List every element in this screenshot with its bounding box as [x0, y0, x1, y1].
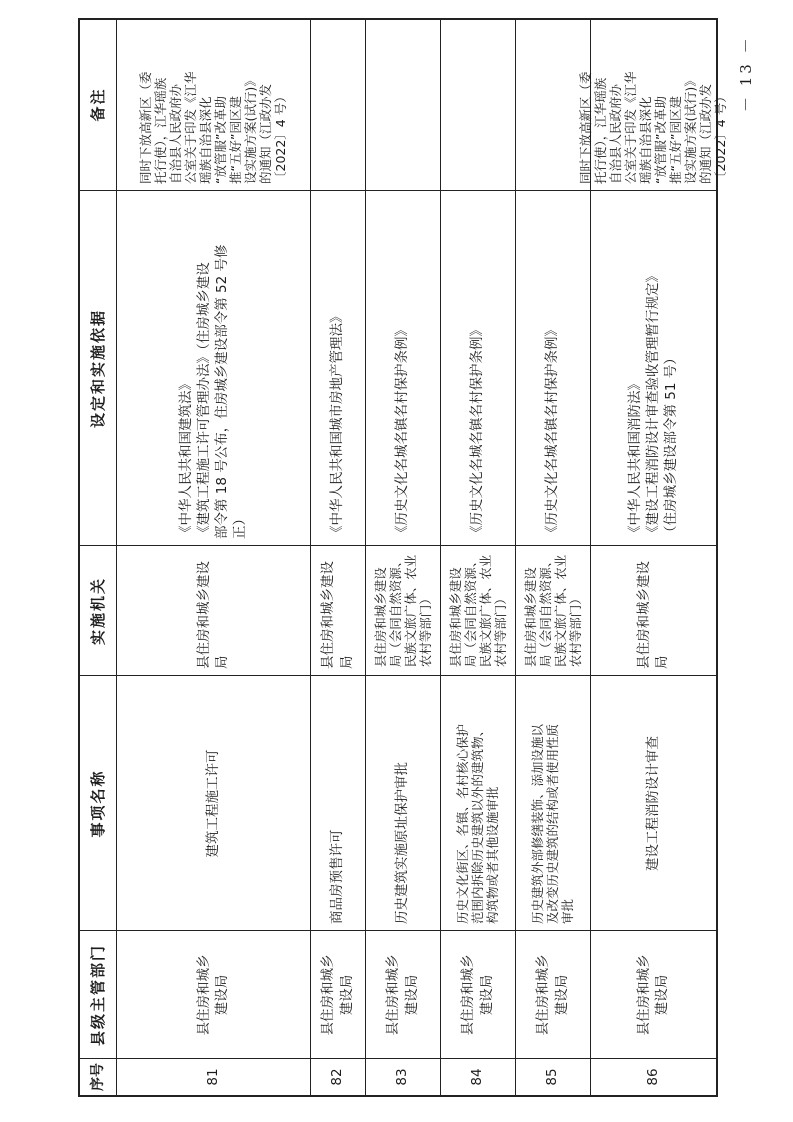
header-remark: 备注 [88, 87, 107, 122]
header-dept: 县级主管部门 [88, 944, 107, 1047]
row-82-dept: 县住房和城乡 建设局 [320, 954, 355, 1036]
row-86-no: 86 [644, 1068, 661, 1086]
row-85-item: 历史建筑外部修缮装饰、添加设施以 及改变历史建筑的结构或者使用性质 审批 [530, 723, 575, 924]
row-83-no: 83 [394, 1068, 411, 1086]
header-seq: 序号 [89, 1063, 106, 1091]
row-86-basis: 《中华人民共和国消防法》 《建设工程消防设计审查验收管理暂行规定》 （住房城乡建设部令第 51 号） [626, 269, 680, 539]
row-84-remark [440, 18, 515, 191]
row-84-no: 84 [469, 1068, 486, 1086]
row-83-dept: 县住房和城乡 建设局 [385, 954, 420, 1036]
row-86-remark: 同时下放高新区（委 托行使），江华瑶族 自治县人民政府办 公室关于印发《江华 瑶族自治县深化 “放管服”改革助 推“五好”园区建 设实施方案(试行)》 的通知（江政办发 〔2022〕4 号） [578, 71, 728, 184]
row-82-agency: 县住房和城乡建设局 [320, 561, 355, 669]
row-81-agency: 县住房和城乡建设局 [195, 561, 230, 669]
row-86-dept: 县住房和城乡 建设局 [635, 954, 670, 1036]
row-81-basis: 《中华人民共和国建筑法》 《建筑工程施工许可管理办法》（住房城乡建设 部令第 18 号公布，住房城乡建设部令第 52 号修 正） [177, 244, 249, 539]
row-82-item: 商品房预售许可 [329, 829, 346, 924]
page-number: － 13 － [737, 35, 755, 112]
row-83-agency: 县住房和城乡建设 局（会同自然资源、 民族文旅广体、农业 农村等部门） [372, 554, 433, 668]
row-81-dept: 县住房和城乡 建设局 [195, 954, 230, 1036]
row-82-basis: 《中华人民共和国城市房地产管理法》 [329, 309, 346, 539]
row-82-remark [310, 18, 365, 191]
row-82-no: 82 [329, 1068, 346, 1086]
row-83-item: 历史建筑实施原址保护审批 [394, 762, 411, 924]
row-81-no: 81 [204, 1068, 221, 1086]
row-83-basis: 《历史文化名城名镇名村保护条例》 [394, 323, 411, 539]
row-84-item: 历史文化街区、名镇、名村核心保护 范围内拆除历史建筑以外的建筑物、 构筑物或者其他设施审批 [455, 723, 500, 924]
row-84-basis: 《历史文化名城名镇名村保护条例》 [469, 323, 486, 539]
row-85-dept: 县住房和城乡 建设局 [535, 954, 570, 1036]
header-basis: 设定和实施依据 [88, 309, 107, 429]
header-item: 事项名称 [88, 769, 107, 838]
row-85-agency: 县住房和城乡建设 局（会同自然资源、 民族文旅广体、农业 农村等部门） [522, 554, 583, 668]
row-85-basis: 《历史文化名城名镇名村保护条例》 [544, 323, 561, 539]
header-agency: 实施机关 [88, 577, 107, 646]
items-table [78, 18, 728, 1097]
row-83-remark [365, 18, 440, 191]
row-84-dept: 县住房和城乡 建设局 [460, 954, 495, 1036]
row-84-agency: 县住房和城乡建设 局（会同自然资源、 民族文旅广体、农业 农村等部门） [447, 554, 508, 668]
row-85-no: 85 [544, 1068, 561, 1086]
row-86-item: 建设工程消防设计审查 [644, 736, 661, 871]
row-81-remark: 同时下放高新区（委 托行使），江华瑶族 自治县人民政府办 公室关于印发《江华 瑶族自治县深化 “放管服”改革助 推“五好”园区建 设实施方案(试行)》 的通知（江政办发 〔2022〕4 号） [138, 71, 288, 184]
row-86-agency: 县住房和城乡建设局 [635, 561, 670, 669]
row-81-item: 建筑工程施工许可 [204, 749, 221, 858]
